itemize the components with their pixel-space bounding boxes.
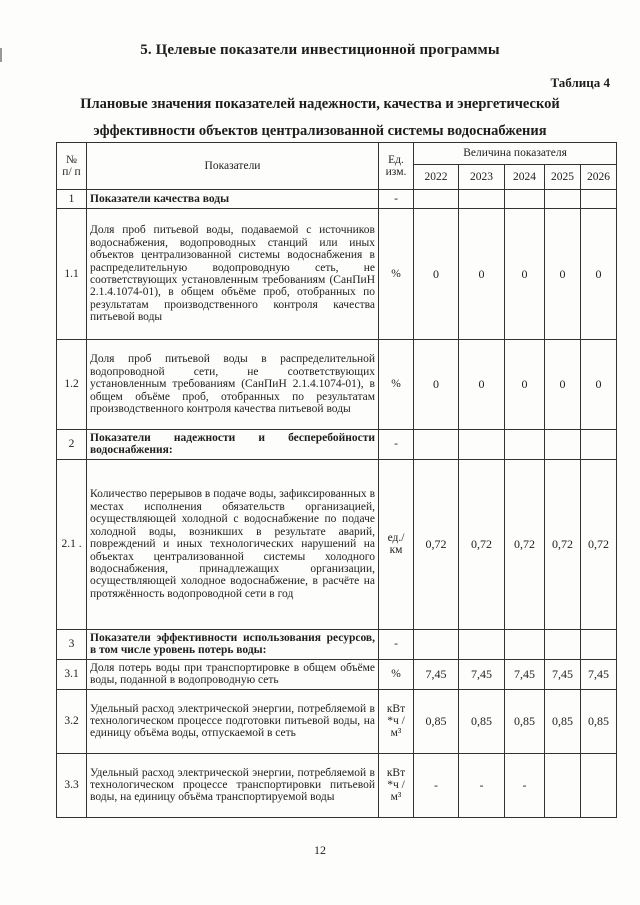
row-value: 0 <box>545 340 581 430</box>
row-unit: % <box>379 340 414 430</box>
row-indicator: Количество перерывов в подаче воды, зафиксированных в местах исполнения обязательств организацией, осуществляющей холодной с водоснабжение по подаче холодной воды, возникших в результате аварий, повреждений и иных технологических нарушений на объектах централизованной системы холодного водоснабжения, принадлежащих организации, осуществляющей холодное водоснабжение, в расчёте на протяжённость водопроводной сети в год <box>87 459 379 629</box>
row-value: 0 <box>459 209 505 340</box>
row-unit: - <box>379 190 414 209</box>
table-subtitle-line1: Плановые значения показателей надежности, качества и энергетической <box>80 96 560 112</box>
row-value: 7,45 <box>414 659 459 689</box>
table-row <box>57 209 617 340</box>
row-value: 0,72 <box>414 459 459 629</box>
row-indicator: Показатели качества воды <box>87 190 379 209</box>
row-unit: % <box>379 659 414 689</box>
row-value: 0 <box>505 340 545 430</box>
row-value: 7,45 <box>581 659 617 689</box>
row-num: 1.2 <box>57 340 87 430</box>
header-year: 2022 <box>414 165 459 190</box>
header-indicator: Показатели <box>87 143 379 190</box>
page-number: 12 <box>314 843 326 857</box>
row-value: 0 <box>545 209 581 340</box>
row-unit: - <box>379 430 414 460</box>
row-unit: - <box>379 629 414 659</box>
row-value: - <box>505 753 545 817</box>
row-value: 7,45 <box>545 659 581 689</box>
header-year: 2024 <box>505 165 545 190</box>
indicators-table <box>56 142 617 818</box>
row-indicator: Доля проб питьевой воды в распределительной водопроводной сети, не соответствующих установленным требованиям (СанПиН 2.1.4.1074-01), в общем объёме проб, отобранных по результатам производственного контроля качества питьевой воды <box>87 340 379 430</box>
row-value: - <box>459 753 505 817</box>
row-value: 0,72 <box>581 459 617 629</box>
row-value: - <box>414 753 459 817</box>
header-value-group: Величина показателя <box>414 143 617 165</box>
row-value: 0,85 <box>581 689 617 753</box>
row-unit: % <box>379 209 414 340</box>
row-value: 0,85 <box>459 689 505 753</box>
row-num: 2.1 . <box>57 459 87 629</box>
header-year: 2023 <box>459 165 505 190</box>
row-value <box>545 753 581 817</box>
header-year: 2025 <box>545 165 581 190</box>
row-indicator: Доля потерь воды при транспортировке в общем объёме воды, поданной в водопроводную сеть <box>87 659 379 689</box>
table-row <box>57 430 617 460</box>
table-row <box>57 190 617 209</box>
header-year: 2026 <box>581 165 617 190</box>
row-value: 0 <box>414 209 459 340</box>
row-value: 0 <box>505 209 545 340</box>
row-indicator: Показатели эффективности использования ресурсов, в том числе уровень потерь воды: <box>87 629 379 659</box>
row-value: 0,85 <box>505 689 545 753</box>
table-subtitle-line2: эффективности объектов централизованной системы водоснабжения <box>93 123 547 139</box>
table-row <box>57 659 617 689</box>
table-row <box>57 753 617 817</box>
row-num: 3.1 <box>57 659 87 689</box>
row-num: 3.2 <box>57 689 87 753</box>
table-row <box>57 340 617 430</box>
row-indicator: Показатели надежности и бесперебойности водоснабжения: <box>87 430 379 460</box>
row-num: 2 <box>57 430 87 460</box>
row-value: 0,85 <box>414 689 459 753</box>
row-value: 0,72 <box>505 459 545 629</box>
row-unit: кВт *ч /м³ <box>379 689 414 753</box>
row-unit: ед./ км <box>379 459 414 629</box>
table-row <box>57 459 617 629</box>
table-row <box>57 689 617 753</box>
row-value: 7,45 <box>459 659 505 689</box>
row-value: 0 <box>581 340 617 430</box>
row-indicator: Удельный расход электрической энергии, потребляемой в технологическом процессе подготовки питьевой воды, на единицу объёма воды, отпускаемой в сеть <box>87 689 379 753</box>
row-num: 3 <box>57 629 87 659</box>
table-label: Таблица 4 <box>550 75 610 90</box>
row-indicator: Доля проб питьевой воды, подаваемой с источников водоснабжения, водопроводных станций или иных объектов централизованной системы водоснабжения в распределительную водопроводную сеть, не соответствующих установленным требованиям (СанПиН 2.1.4.1074-01), в общем объёме проб, отобранных по результатам производственного контроля качества питьевой воды <box>87 209 379 340</box>
section-title: 5. Целевые показатели инвестиционной программы <box>140 42 500 58</box>
row-value: 0 <box>581 209 617 340</box>
row-value <box>581 753 617 817</box>
table-row <box>57 629 617 659</box>
row-value: 0,85 <box>545 689 581 753</box>
row-value: 0,72 <box>545 459 581 629</box>
row-value: 0 <box>414 340 459 430</box>
row-unit: кВт *ч /м³ <box>379 753 414 817</box>
row-value: 0,72 <box>459 459 505 629</box>
row-num: 1.1 <box>57 209 87 340</box>
row-value: 0 <box>459 340 505 430</box>
row-num: 1 <box>57 190 87 209</box>
row-value: 7,45 <box>505 659 545 689</box>
header-unit: Ед. изм. <box>379 143 414 190</box>
header-num: № п/ п <box>57 143 87 190</box>
row-num: 3.3 <box>57 753 87 817</box>
row-indicator: Удельный расход электрической энергии, потребляемой в технологическом процессе транспортировки питьевой воды, на единицу объёма транспортируемой воды <box>87 753 379 817</box>
